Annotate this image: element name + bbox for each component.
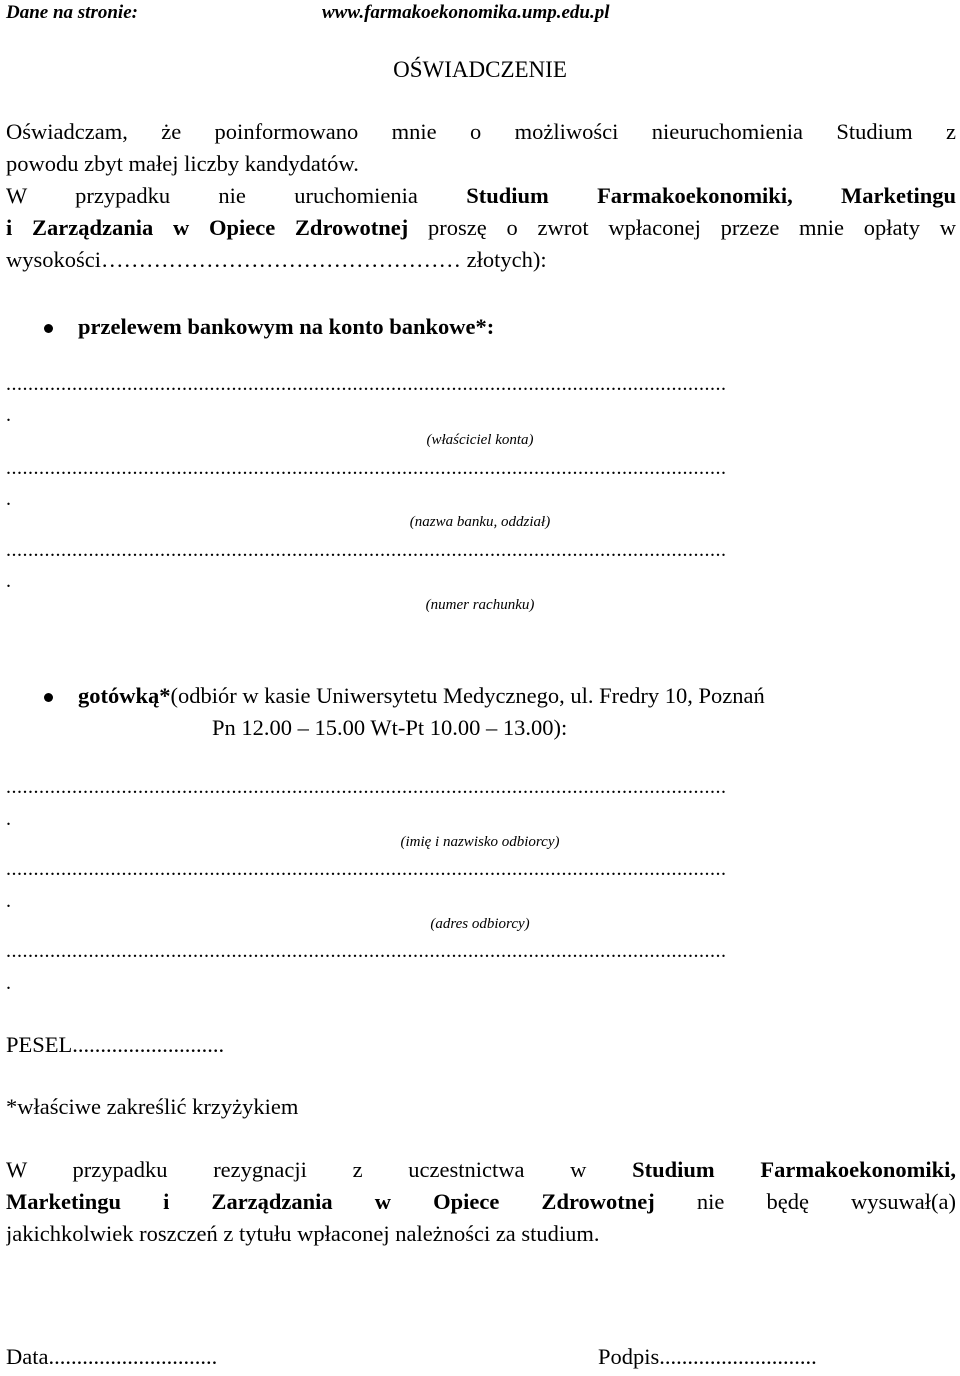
field-dot-end: .: [6, 404, 11, 426]
bullet-cash-bold: gotówką*: [78, 683, 171, 708]
page-title: OŚWIADCZENIE: [393, 57, 567, 82]
intro-lines-line: [6, 148, 956, 180]
text-run: wysokości………………………………………… złotych):: [6, 247, 547, 272]
date-field[interactable]: Data..............................: [6, 1344, 218, 1369]
closing-lines-line: [6, 1154, 956, 1186]
field-dots-recipient[interactable]: ...................................................................................................................................: [6, 776, 727, 798]
text-run: proszę o zwrot wpłaconej przeze mnie opłaty w: [408, 215, 956, 240]
field-dots-owner[interactable]: ...................................................................................................................................: [6, 373, 727, 395]
intro-paragraph: [6, 116, 956, 276]
pesel-field[interactable]: PESEL...........................: [6, 1032, 225, 1057]
text-run: Oświadczam, że poinformowano mnie o możliwości nieuruchomienia Studium z: [6, 119, 956, 144]
bullet-cash-text: (odbiór w kasie Uniwersytetu Medycznego, ul. Fredry 10, Poznań: [170, 683, 765, 708]
text-run: W przypadku rezygnacji z uczestnictwa w: [6, 1157, 633, 1182]
intro-lines-line: [6, 212, 956, 244]
bold-text: i Zarządzania w Opiece Zdrowotnej: [6, 215, 409, 240]
intro-lines-line: [6, 116, 956, 148]
caption-owner: (właściciel konta): [426, 432, 534, 448]
field-dots-extra[interactable]: ...................................................................................................................................: [6, 940, 727, 962]
signature-field[interactable]: Podpis............................: [598, 1344, 817, 1369]
bold-text: Studium Farmakoekonomiki, Marketingu: [466, 183, 956, 208]
bullet-dot-icon: [44, 324, 53, 333]
field-dot-end: .: [6, 488, 11, 510]
intro-lines-line: [6, 244, 956, 276]
bullet-dot-icon: [44, 693, 53, 702]
text-run: W przypadku nie uruchomienia: [6, 183, 467, 208]
field-dot-end: .: [6, 808, 11, 830]
bullet-transfer-label: przelewem bankowym na konto bankowe*:: [78, 314, 495, 339]
text-run: powodu zbyt małej liczby kandydatów.: [6, 151, 359, 176]
closing-paragraph: [6, 1154, 956, 1250]
footnote: *właściwe zakreślić krzyżykiem: [6, 1094, 299, 1119]
caption-bank: (nazwa banku, oddział): [409, 514, 551, 530]
caption-address: (adres odbiorcy): [430, 916, 530, 932]
text-run: nie będę wysuwał(a): [654, 1189, 956, 1214]
field-dot-end: .: [6, 890, 11, 912]
bullet-transfer: [0, 311, 960, 343]
field-dot-end: .: [6, 972, 11, 994]
field-dots-bank[interactable]: ...................................................................................................................................: [6, 457, 727, 479]
field-dots-address[interactable]: ...................................................................................................................................: [6, 858, 727, 880]
bold-text: Marketingu i Zarządzania w Opiece Zdrowotnej: [6, 1189, 655, 1214]
caption-recipient: (imię i nazwisko odbiorcy): [400, 834, 560, 850]
closing-lines-line: [6, 1218, 956, 1250]
bullet-cash: [0, 680, 960, 712]
closing-lines-line: [6, 1186, 956, 1218]
field-dots-account[interactable]: ...................................................................................................................................: [6, 539, 727, 561]
bold-text: Studium Farmakoekonomiki,: [632, 1157, 956, 1182]
field-dot-end: .: [6, 570, 11, 592]
text-run: jakichkolwiek roszczeń z tytułu wpłaconej należności za studium.: [6, 1221, 600, 1246]
caption-account: (numer rachunku): [425, 597, 535, 613]
header-label: Dane na stronie:: [6, 2, 138, 23]
intro-lines-line: [6, 180, 956, 212]
header-url[interactable]: www.farmakoekonomika.ump.edu.pl: [322, 2, 610, 23]
bullet-cash-hours: Pn 12.00 – 15.00 Wt-Pt 10.00 – 13.00):: [212, 715, 568, 740]
